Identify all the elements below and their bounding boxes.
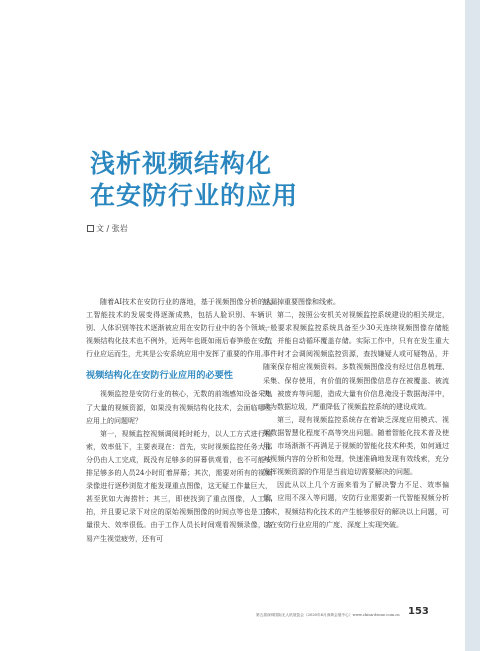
byline — [87, 223, 128, 234]
right-column — [263, 296, 449, 532]
paragraph: 第一，视频监控视频调阅耗时耗力，以人工方式进行检索，效率低下，主要表现在：首先，实时视频监控任务大部分仍由人工完成，既没有足够多的屏幕供观看，也不可能安排足够多的人员24小时盯着屏幕；其次，需要对所有的视频录像进行逐秒浏览才能发现重点图像，这无疑工作量巨大，甚至犹如大海捞针；其三，即使找到了重点图像，人工抓拍，并且要记录下对应的原始视频图像的时间点等也是工作量很大、效率很低。由于工作人员长时间观看视频录像，容易产生视觉疲劳，还有可 — [86, 429, 272, 543]
title-line-2: 在安防行业的应用 — [90, 181, 299, 210]
paragraph: 因此从以上几个方面来看为了解决警力不足、效率偏低、应用不深入等问题，安防行业需要新一代智能视频分析技术，视频结构化技术的产生能够很好的解决以上问题，可以在安防行业应用的广度、深度上实现突破。 — [263, 481, 449, 529]
page-footer — [256, 609, 406, 621]
paragraph: 能漏掉重要图像和线索。 — [263, 298, 340, 306]
byline-text: 文 / 张岩 — [96, 224, 128, 233]
section-heading: 视频结构化在安防行业应用的必要性 — [86, 370, 233, 382]
paragraph: 第二，按照公安机关对视频监控系统建设的相关规定，一般要求视频监控系统具备至少30天连续视频图像存储能力，并能自动循环覆盖存储。实际工作中，只有在发生重大事件时才会调阅视频监控资源，查找嫌疑人或可疑物品，并随案保存相应视频资料。多数视频图像没有经过信息梳理、采集、保存使用，有价值的视频图像信息存在被覆盖、被流失、被废弃等问题，造成大量有价信息淹没于数据海洋中，成为数据垃圾，严重降低了视频监控系统的建设成效。 — [263, 311, 449, 411]
paragraph: 视频监控是安防行业的核心，无数的前端感知设备采集了大量的视频资源，如果没有视频结构化技术，会面临哪些应用上的问题呢？ — [86, 390, 272, 425]
footer-text: 第五届深圳国际无人机展览会（2020年6月深圳会展中心）www.china-drone.com.cn — [256, 613, 400, 617]
square-icon — [87, 225, 94, 232]
article-title — [90, 148, 410, 212]
title-line-1: 浅析视频结构化 — [90, 149, 273, 178]
paragraph: 随着AI技术在安防行业的落地，基于视频图像分析的人工智能技术的发展变得逐渐成熟，包括人脸识别、车辆识别、人体识别等技术逐渐被应用在安防行业中的各个领域，视频结构化技术也不例外，近两年也既如雨后春笋般在安防行业应运而生，尤其是公安系统应用中发挥了重要的作用。 — [86, 298, 272, 359]
page-number: 153 — [408, 606, 429, 617]
left-column — [86, 296, 272, 546]
paragraph: 第三，现有视频监控系统存在着缺乏深度应用模式、视频数据智慧化程度不高等突出问题。随着智能化技术普及使用，市场渐渐不再满足于视频的智能化技术种类，如何通过对视频内容的分析和处理，快速准确地发现有效线索，充分发挥视频资源的作用是当前迫切需要解决的问题。 — [263, 415, 449, 477]
decorative-side-strip — [465, 0, 480, 651]
